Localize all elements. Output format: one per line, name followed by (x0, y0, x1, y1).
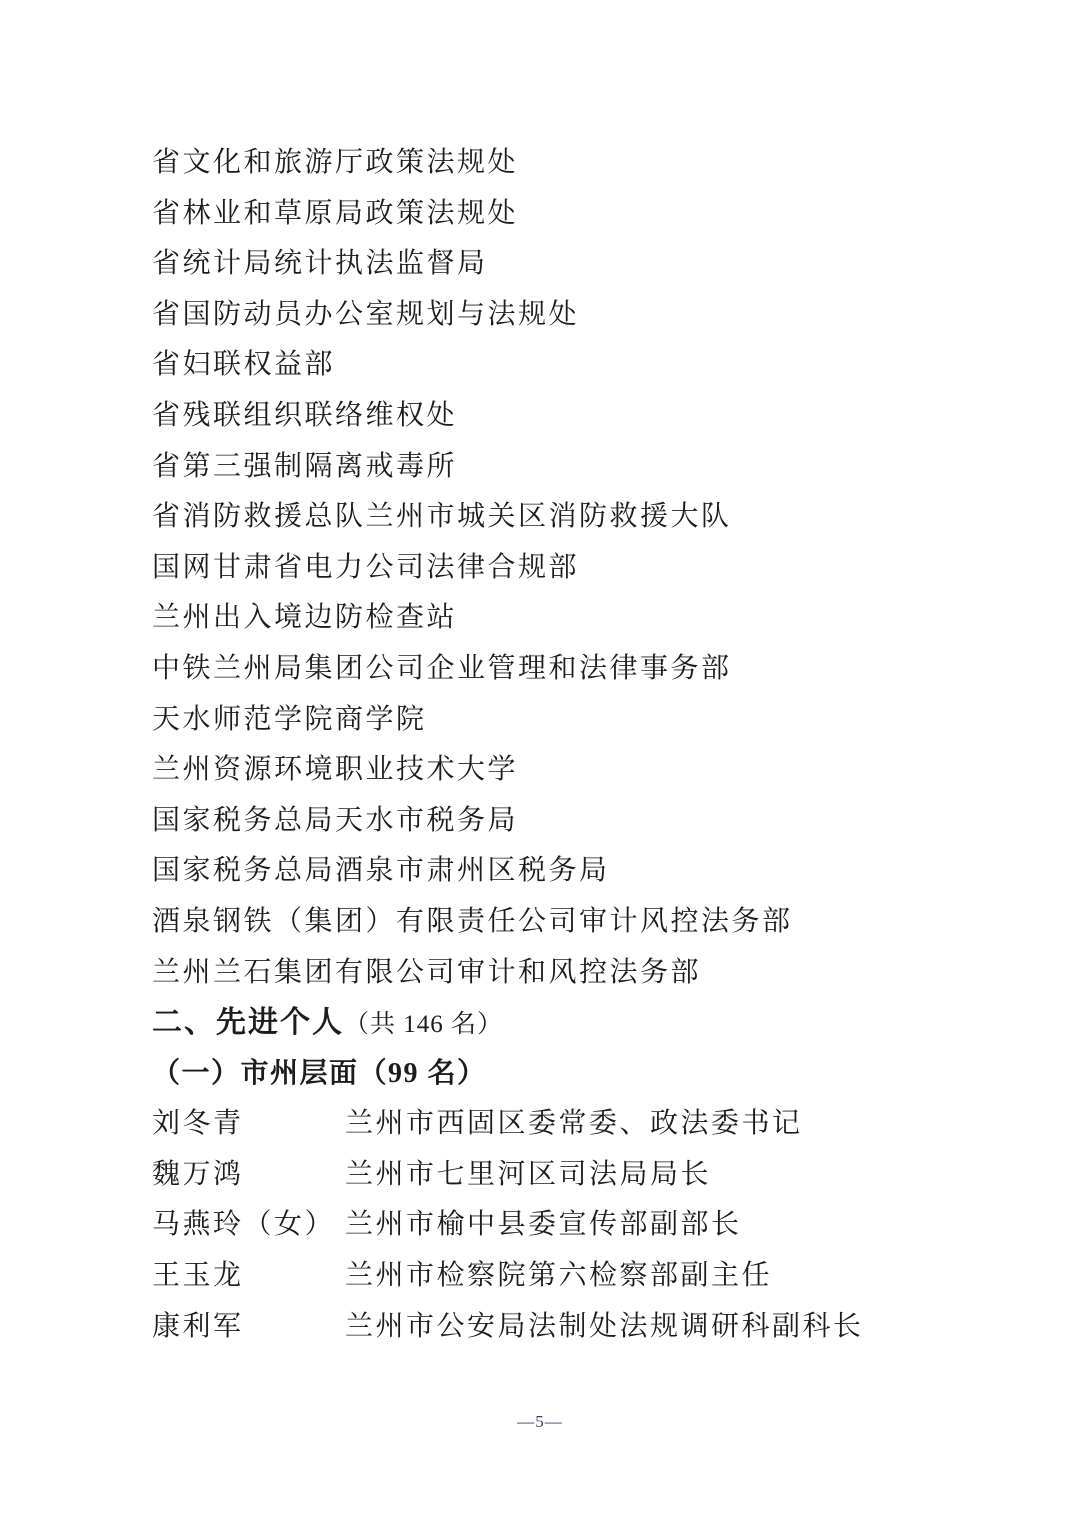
org-list-item: 兰州资源环境职业技术大学 (152, 754, 519, 786)
person-title: 兰州市西固区委常委、政法委书记 (345, 1108, 803, 1140)
subsection-heading: （一）市州层面（99 名） (152, 1057, 487, 1089)
person-name: 王玉龙 (152, 1260, 244, 1292)
person-title: 兰州市公安局法制处法规调研科副科长 (345, 1310, 864, 1342)
org-list-item: 兰州出入境边防检查站 (152, 602, 458, 634)
org-list-item: 省国防动员办公室规划与法规处 (152, 298, 580, 330)
section-heading (152, 998, 1020, 1049)
org-list-item: 天水师范学院商学院 (152, 703, 427, 735)
org-list-item: 中铁兰州局集团公司企业管理和法律事务部 (152, 652, 732, 684)
section-title: 二、先进个人 (152, 1006, 344, 1040)
person-title: 兰州市榆中县委宣传部副部长 (345, 1209, 742, 1241)
org-list-item: 省统计局统计执法监督局 (152, 248, 488, 280)
org-list-item: 省妇联权益部 (152, 349, 336, 381)
org-list-item: 国网甘肃省电力公司法律合规部 (152, 551, 580, 583)
person-row (152, 1200, 1020, 1251)
person-title: 兰州市七里河区司法局局长 (345, 1158, 712, 1190)
page-number: —5— (517, 1412, 563, 1431)
person-row (152, 1099, 1020, 1150)
person-name: 魏万鸿 (152, 1158, 244, 1190)
org-list-item: 国家税务总局天水市税务局 (152, 804, 519, 836)
org-list-item: 兰州兰石集团有限公司审计和风控法务部 (152, 956, 702, 988)
org-list (152, 138, 1020, 998)
org-list-item: 酒泉钢铁（集团）有限责任公司审计风控法务部 (152, 905, 793, 937)
org-list-item: 省消防救援总队兰州市城关区消防救援大队 (152, 501, 732, 533)
person-name: 刘冬青 (152, 1108, 244, 1140)
org-list-item: 省残联组织联络维权处 (152, 399, 458, 431)
section-count-note: （共 146 名） (344, 1011, 504, 1039)
document-content (152, 138, 1020, 1352)
person-row (152, 1150, 1020, 1201)
person-name: 马燕玲（女） (152, 1209, 336, 1241)
org-list-item: 国家税务总局酒泉市肃州区税务局 (152, 855, 610, 887)
org-list-item: 省第三强制隔离戒毒所 (152, 450, 458, 482)
org-list-item: 省文化和旅游厅政策法规处 (152, 147, 519, 178)
people-list (152, 1099, 1020, 1352)
person-name: 康利军 (152, 1310, 244, 1342)
person-row (152, 1251, 1020, 1302)
person-title: 兰州市检察院第六检察部副主任 (345, 1260, 773, 1292)
person-row (152, 1302, 1020, 1353)
org-list-item: 省林业和草原局政策法规处 (152, 197, 519, 229)
